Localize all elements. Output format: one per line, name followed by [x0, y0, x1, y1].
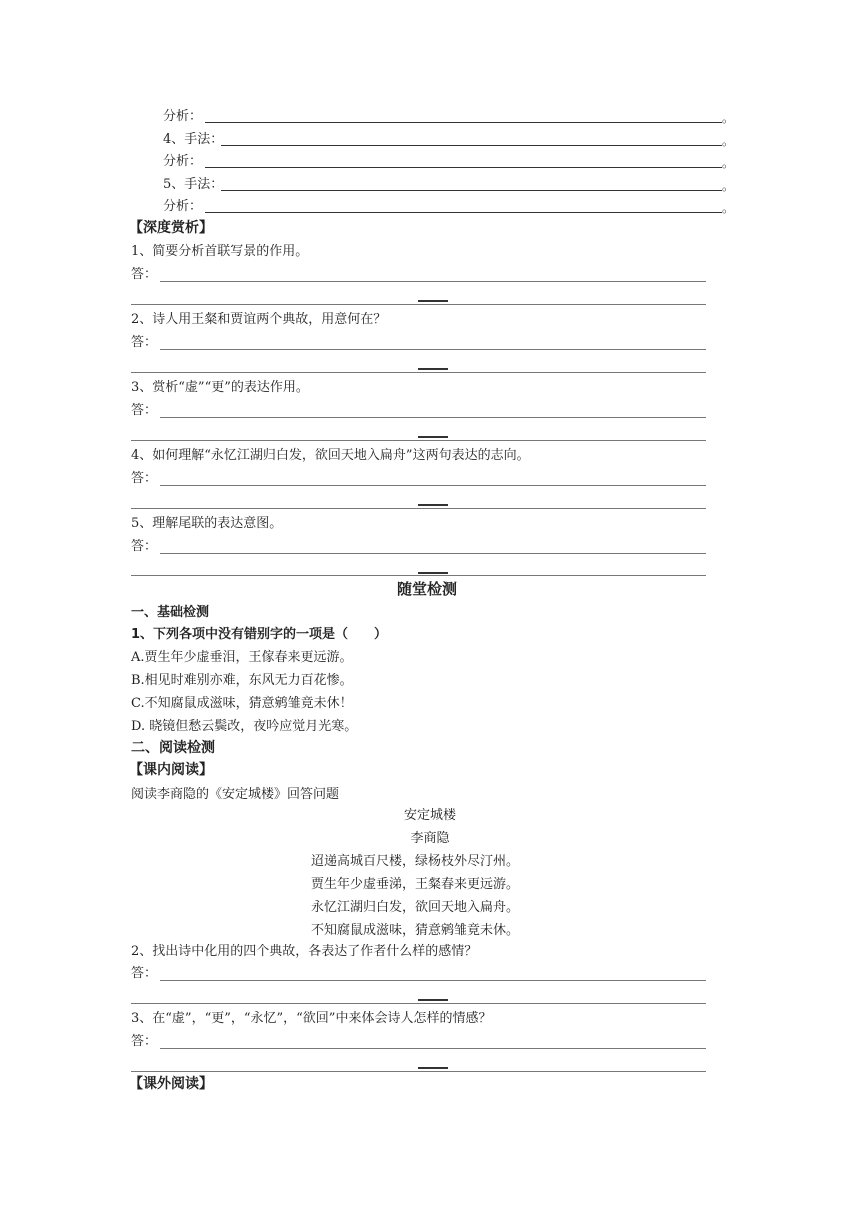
answer-underline	[160, 281, 706, 282]
answer-underline	[160, 485, 706, 486]
answer-underline	[131, 372, 706, 373]
answer-underline	[160, 417, 706, 418]
answer-underline-mark	[418, 300, 448, 302]
answer-underline	[160, 349, 706, 350]
answer-underline	[160, 1048, 706, 1049]
analysis-label: 分析：	[163, 109, 203, 124]
poem-line-1: 迢递高城百尺楼，绿杨枝外尽汀州。	[311, 854, 520, 869]
analysis-label: 分析：	[163, 199, 203, 214]
answer-underline	[131, 575, 706, 576]
answer-label: 答：	[131, 267, 158, 282]
answer-underline	[205, 167, 722, 168]
answer-underline-mark	[418, 1067, 448, 1069]
poem-title: 安定城楼	[403, 808, 456, 823]
inner-reading-heading: 【课内阅读】	[129, 762, 213, 778]
answer-label: 答：	[131, 471, 158, 486]
answer-underline	[131, 1071, 706, 1072]
answer-underline	[131, 304, 706, 305]
answer-label: 答：	[131, 539, 158, 554]
answer-underline	[205, 212, 722, 213]
class-test-title: 随堂检测	[397, 580, 458, 598]
answer-underline	[160, 980, 706, 981]
deep-question-1: 1、简要分析首联写景的作用。	[131, 244, 309, 259]
answer-underline	[131, 508, 706, 509]
answer-underline-mark	[418, 572, 448, 574]
deep-question-4: 4、如何理解“永忆江湖归白发，欲回天地入扁舟”这两句表达的志向。	[131, 448, 530, 463]
answer-label: 答：	[131, 966, 158, 981]
answer-label: 答：	[131, 1034, 158, 1049]
answer-label: 答：	[131, 335, 158, 350]
answer-underline	[221, 190, 722, 191]
poem-line-2: 贾生年少虚垂涕，王粲春来更远游。	[311, 877, 520, 892]
basic-test-heading: 一、基础检测	[131, 605, 210, 620]
answer-underline-mark	[418, 368, 448, 370]
deep-appreciation-heading: 【深度赏析】	[129, 220, 213, 236]
period-mark: 。	[722, 134, 735, 148]
option-c: C.不知腐鼠成滋味，猜意鹓雏竟未休！	[131, 696, 353, 711]
answer-underline-mark	[418, 436, 448, 438]
reading-test-heading: 二、阅读检测	[131, 740, 215, 756]
answer-underline-mark	[418, 999, 448, 1001]
period-mark: 。	[722, 201, 735, 215]
answer-underline-mark	[418, 504, 448, 506]
option-b: B.相见时难别亦难，东风无力百花惨。	[131, 673, 353, 688]
period-mark: 。	[722, 179, 735, 193]
poem-line-3: 永忆江湖归白发，欲回天地入扁舟。	[311, 900, 520, 915]
answer-underline	[221, 145, 722, 146]
test-question-3: 3、在“虚”，“更”，“永忆”，“欲回”中来体会诗人怎样的情感？	[131, 1011, 492, 1026]
poem-line-4: 不知腐鼠成滋味，猜意鹓雏竟未休。	[311, 923, 520, 938]
answer-underline	[131, 440, 706, 441]
technique-label: 5、手法：	[163, 177, 224, 192]
answer-underline	[205, 122, 722, 123]
analysis-label: 分析：	[163, 154, 203, 169]
deep-question-5: 5、理解尾联的表达意图。	[131, 516, 283, 531]
test-question-1: 1、下列各项中没有错别字的一项是（ ）	[131, 627, 388, 642]
deep-question-3: 3、赏析“虚”“更”的表达作用。	[131, 380, 309, 395]
answer-underline	[131, 1003, 706, 1004]
period-mark: 。	[722, 156, 735, 170]
option-a: A.贾生年少虚垂泪，王傢春来更远游。	[131, 650, 353, 665]
test-question-2: 2、找出诗中化用的四个典故，各表达了作者什么样的感情？	[131, 944, 478, 959]
deep-question-2: 2、诗人用王粲和贾谊两个典故，用意何在？	[131, 312, 387, 327]
outer-reading-heading: 【课外阅读】	[129, 1076, 213, 1092]
period-mark: 。	[722, 111, 735, 125]
answer-underline	[160, 553, 706, 554]
answer-label: 答：	[131, 403, 158, 418]
option-d: D. 晓镜但愁云鬓改，夜吟应觉月光寒。	[131, 719, 358, 734]
reading-intro: 阅读李商隐的《安定城楼》回答问题	[131, 787, 340, 802]
technique-label: 4、手法：	[163, 132, 224, 147]
poem-author: 李商隐	[410, 831, 450, 846]
